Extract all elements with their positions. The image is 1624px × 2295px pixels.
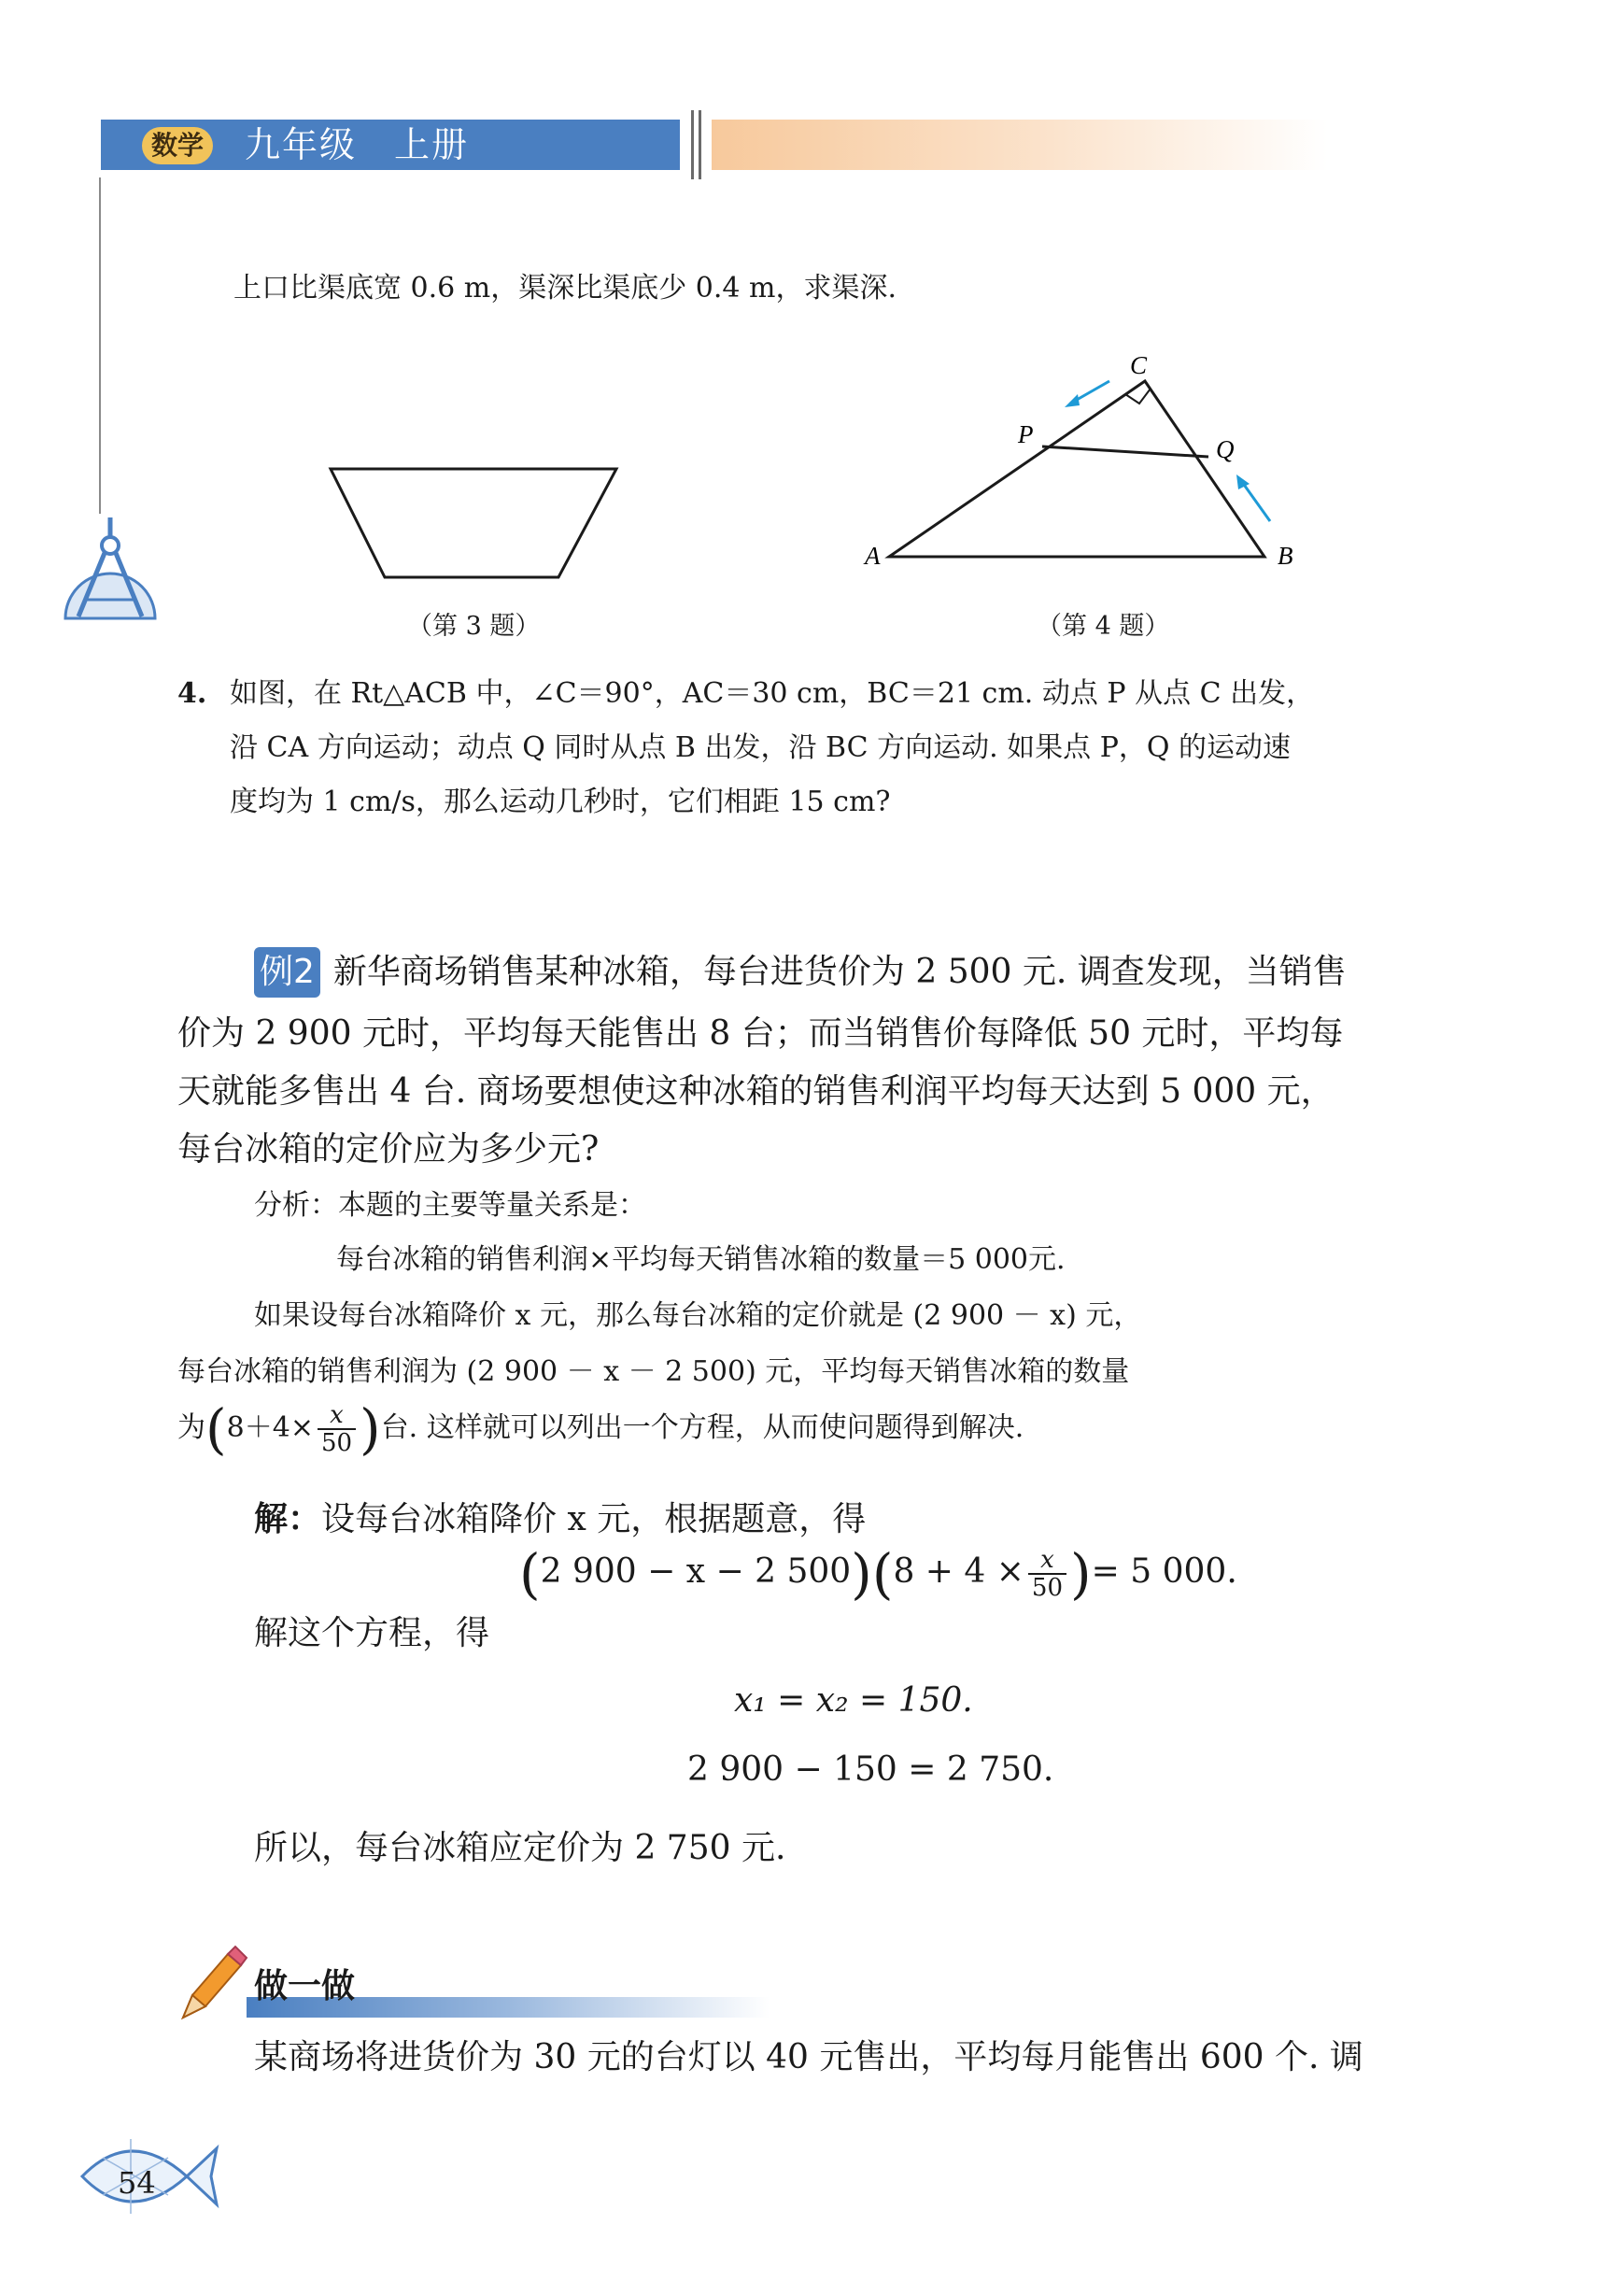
conclusion-line: 所以，每台冰箱应定价为 2 750 元. bbox=[254, 1829, 786, 1867]
subject-badge: 数学 bbox=[142, 127, 213, 164]
analysis-line: 如果设每台冰箱降价 x 元，那么每台冰箱的定价就是 (2 900 － x) 元， bbox=[254, 1299, 1142, 1332]
pencil-icon bbox=[174, 1943, 248, 2027]
trapezoid-figure bbox=[318, 458, 635, 588]
example2-line: 价为 2 900 元时，平均每天能售出 8 台；而当销售价每降低 50 元时，平均每 bbox=[177, 1014, 1344, 1053]
solve-line: 解这个方程，得 bbox=[254, 1614, 490, 1652]
problem3-text: 上口比渠底宽 0.6 m，渠深比渠底少 0.4 m，求渠深. bbox=[233, 272, 897, 305]
example2-line: 天就能多售出 4 台. 商场要想使这种冰箱的销售利润平均每天达到 5 000 元， bbox=[177, 1072, 1335, 1111]
analysis-heading: 分析：本题的主要等量关系是： bbox=[254, 1189, 646, 1222]
label-Q: Q bbox=[1216, 435, 1235, 463]
compass-icon bbox=[58, 514, 161, 626]
book-title: 九年级 上册 bbox=[245, 124, 470, 165]
example2-line: 每台冰箱的定价应为多少元? bbox=[177, 1130, 600, 1169]
solution-text: 设每台冰箱降价 x 元，根据题意，得 bbox=[321, 1500, 867, 1538]
analysis-suffix: 台. 这样就可以列出一个方程，从而使问题得到解决. bbox=[380, 1411, 1024, 1444]
label-C: C bbox=[1130, 351, 1148, 379]
problem4-line: 度均为 1 cm/s，那么运动几秒时，它们相距 15 cm? bbox=[230, 786, 891, 818]
margin-line bbox=[99, 177, 101, 514]
label-B: B bbox=[1278, 542, 1293, 570]
solution-line bbox=[254, 1491, 866, 1549]
figure4-caption: （第 4 题） bbox=[1037, 612, 1170, 641]
analysis-equation: 每台冰箱的销售利润×平均每天销售冰箱的数量＝5 000元. bbox=[336, 1243, 1066, 1276]
section-text: 某商场将进货价为 30 元的台灯以 40 元售出，平均每月能售出 600 个. 调 bbox=[254, 2038, 1363, 2076]
equation-tail: = 5 000. bbox=[1091, 1552, 1237, 1591]
page-number: 54 bbox=[118, 2165, 156, 2201]
header-divider bbox=[691, 110, 694, 179]
label-P: P bbox=[1018, 420, 1034, 448]
triangle-figure bbox=[859, 346, 1326, 588]
analysis-prefix: 为 bbox=[177, 1411, 205, 1444]
problem4-number: 4. bbox=[177, 677, 207, 710]
label-A: A bbox=[865, 542, 881, 570]
fraction: $\frac{x}{50}$ bbox=[318, 1402, 356, 1456]
equation-part1: 2 900 − x − 2 500 bbox=[540, 1552, 852, 1591]
problem4-line: 如图，在 Rt△ACB 中，∠C＝90°，AC＝30 cm，BC＝21 cm. 动点 P 从点 C 出发， bbox=[230, 677, 1315, 710]
header-divider bbox=[699, 110, 701, 179]
problem4-line: 沿 CA 方向运动；动点 Q 同时从点 B 出发，沿 BC 方向运动. 如果点 P，Q 的运动速 bbox=[230, 731, 1292, 764]
section-title: 做一做 bbox=[254, 1967, 356, 2005]
figure3-caption: （第 3 题） bbox=[407, 612, 541, 641]
roots-line: x₁ = x₂ = 150. bbox=[734, 1681, 973, 1720]
analysis-line: 每台冰箱的销售利润为 (2 900 － x － 2 500) 元，平均每天销售冰箱的数量 bbox=[177, 1355, 1130, 1388]
solution-label: 解： bbox=[254, 1500, 322, 1538]
analysis-line3: 为(8＋4× $\frac{x}{50}$ )台. 这样就可以列出一个方程，从而使问题得到解决. bbox=[177, 1397, 1024, 1461]
equation-part2: 8 + 4 × bbox=[893, 1552, 1024, 1591]
equation-fraction: $\frac{x}{50}$ bbox=[1028, 1547, 1066, 1601]
example2-text: 新华商场销售某种冰箱，每台进货价为 2 500 元. 调查发现，当销售 bbox=[332, 953, 1347, 991]
calc-line: 2 900 − 150 = 2 750. bbox=[687, 1750, 1054, 1789]
analysis-inner: 8＋4× bbox=[226, 1411, 314, 1444]
header-gradient bbox=[712, 120, 1328, 170]
main-equation: (2 900 − x − 2 500)(8 + 4 × $\frac{x}{50}$ )= 5 000. bbox=[519, 1542, 1237, 1606]
example2-line1 bbox=[254, 943, 1347, 1001]
example-badge: 例2 bbox=[254, 947, 320, 998]
